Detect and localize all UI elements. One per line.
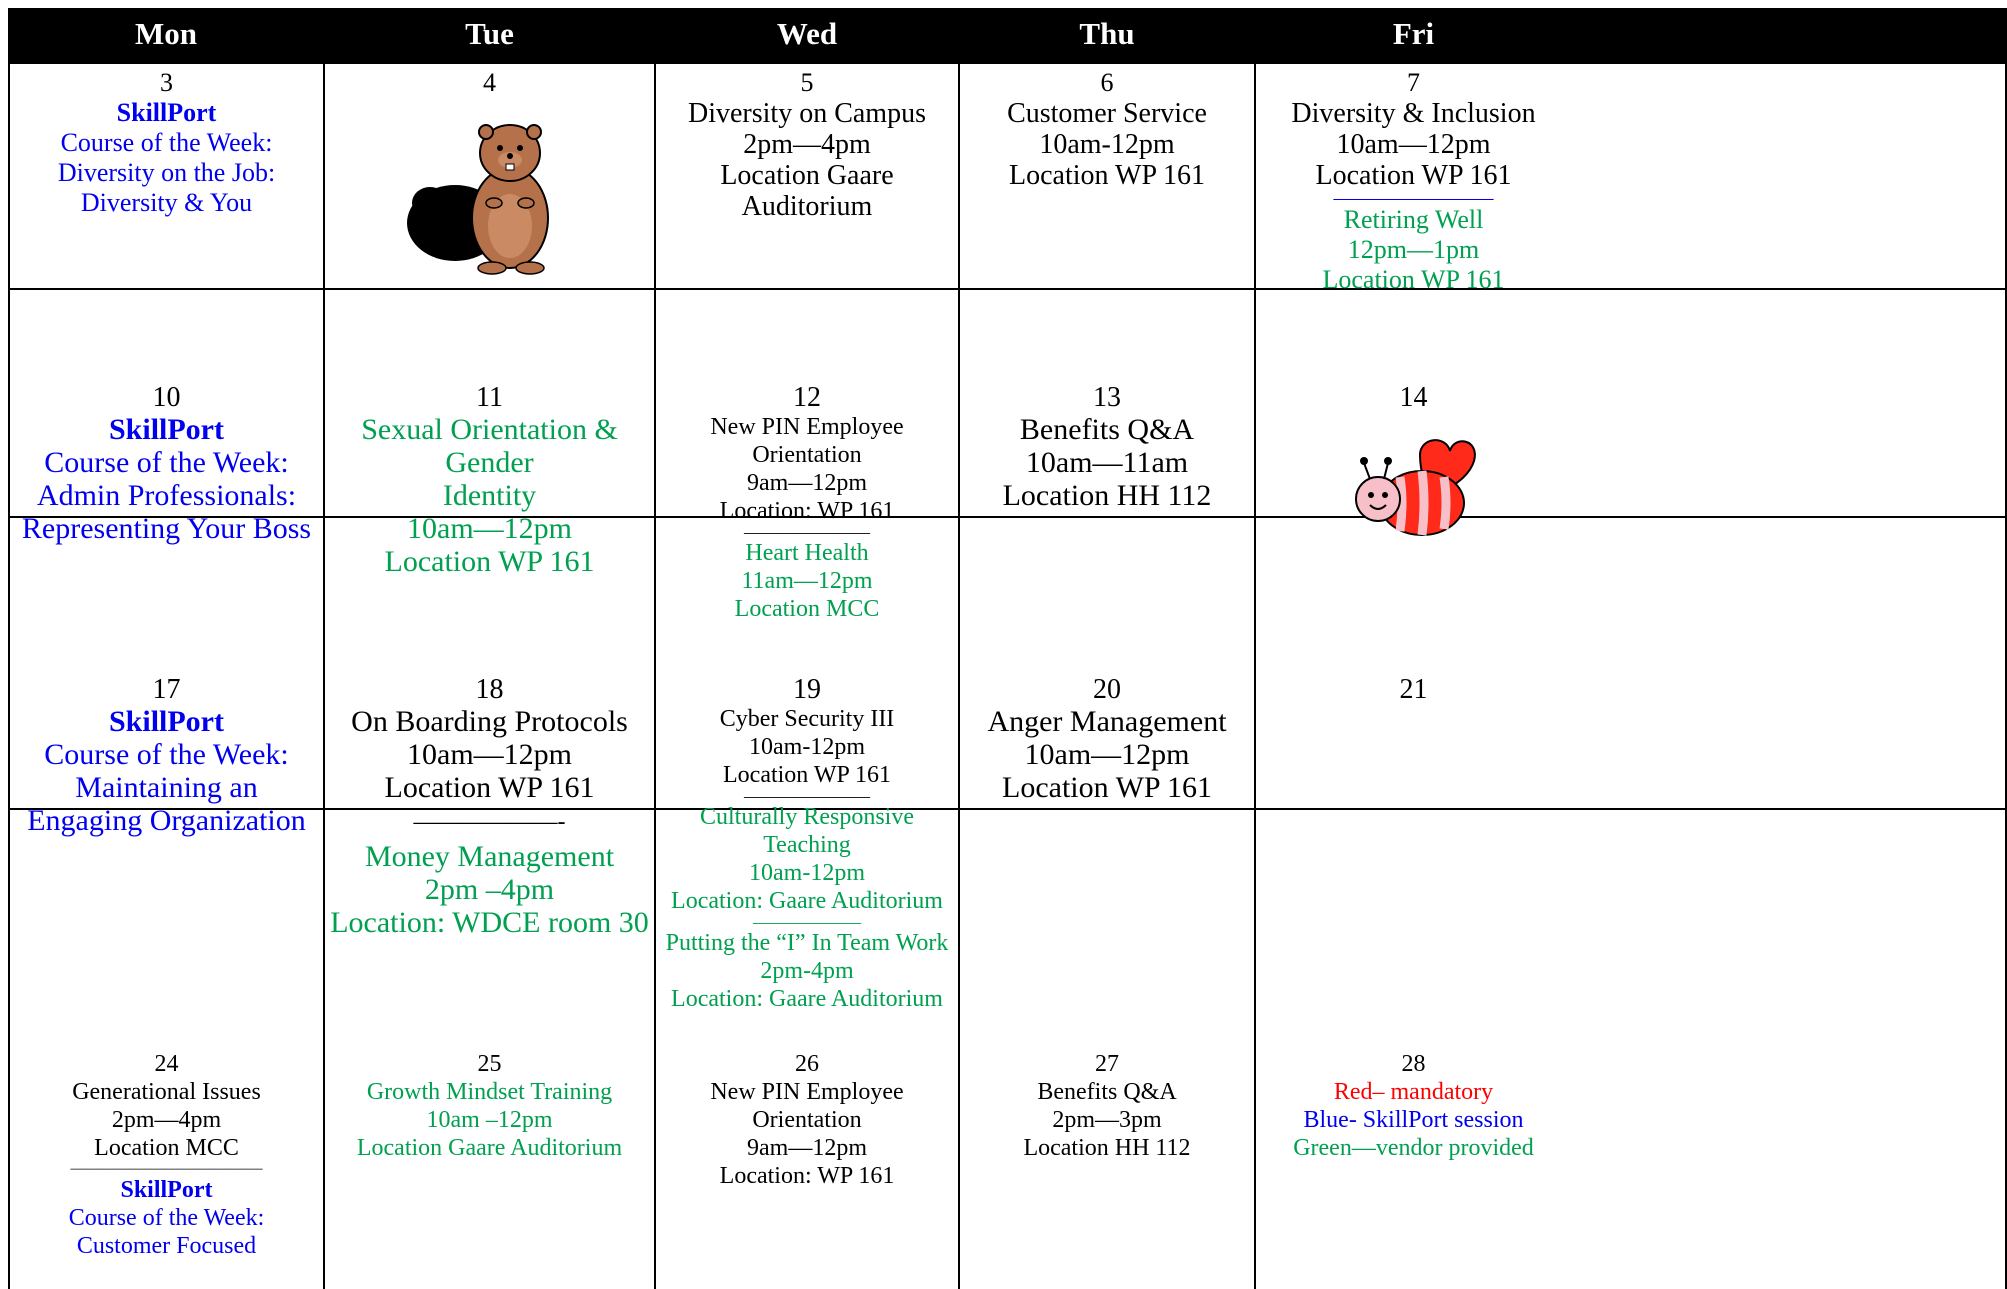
event-line: 2pm—3pm [1052,1107,1162,1133]
legend-mandatory: Red– mandatory [1333,1079,1494,1105]
groundhog-icon [325,108,654,278]
event-line: Location WP 161 [384,545,595,578]
day-cell-25[interactable] [325,1050,654,1162]
day-cell-17[interactable] [10,674,323,837]
header-tue: Tue [465,16,514,51]
weekday-header [8,8,2007,64]
event-line: 10am-12pm [749,734,865,760]
calendar [8,8,2007,1289]
event-line: Location: WP 161 [719,1163,895,1189]
event-line: Customer Focused [76,1233,257,1259]
event-line: New PIN Employee [710,1079,904,1105]
event-line: 2pm-4pm [760,958,854,984]
event-line: 10am—12pm [407,512,572,545]
day-number: 4 [483,68,496,97]
day-cell-5[interactable] [656,68,958,222]
day-number: 18 [475,674,504,705]
day-cell-11[interactable] [325,382,654,578]
event-line: Location WP 161 [1322,265,1505,294]
event-line: Location: WP 161 [719,498,895,524]
skillport-title: SkillPort [116,98,217,127]
event-line: Customer Service [1007,98,1207,129]
event-line: Course of the Week: [68,1205,265,1231]
day-number: 20 [1093,674,1121,705]
event-line: Admin Professionals: [36,479,297,512]
event-line: Location HH 112 [1023,1135,1191,1161]
event-line: Location WP 161 [1315,160,1512,191]
event-line: Course of the Week: [44,446,289,479]
event-line: 10am—11am [1025,446,1189,479]
event-line: 9am—12pm [747,1135,867,1161]
event-line: Engaging Organization [27,804,306,837]
event-line: 10am-12pm [1039,129,1175,160]
event-line: 10am-12pm [749,860,865,886]
day-number: 24 [154,1051,179,1077]
event-line: Location Gaare Auditorium [720,160,894,222]
event-line: Culturally Responsive Teaching [700,804,914,858]
event-line: Diversity on the Job: [57,158,276,187]
day-number: 14 [1399,382,1428,413]
day-cell-18[interactable] [325,674,654,939]
event-line: Location: Gaare Auditorium [671,888,943,914]
event-line: Location WP 161 [1009,160,1205,191]
divider: ——————- [413,809,566,835]
event-line: Orientation [752,1107,862,1133]
event-line: Diversity & Inclusion [1291,98,1536,129]
event-line: On Boarding Protocols [351,705,628,738]
day-number: 17 [152,674,181,705]
event-line: 10am –12pm [426,1107,553,1133]
header-fri: Fri [1392,16,1435,51]
skillport-title: SkillPort [120,1177,213,1203]
event-line: 12pm—1pm [1347,235,1480,264]
event-line: Location WP 161 [723,762,891,788]
event-line: Diversity & You [80,188,253,217]
divider: ———————— [1333,187,1494,209]
event-line: Retiring Well [1343,205,1484,234]
day-cell-21[interactable] [1256,674,1571,705]
grid-line [8,288,2007,290]
event-line: Benefits Q&A [1037,1079,1177,1105]
event-line: 10am—12pm [1336,129,1491,160]
day-cell-6[interactable] [960,68,1254,191]
day-number: 21 [1399,674,1428,705]
event-line: Anger Management [987,705,1227,738]
header-wed: Wed [776,16,838,51]
divider: ———————————— [70,1160,263,1177]
day-cell-12[interactable] [656,382,958,623]
day-cell-19[interactable] [656,674,958,1013]
event-line: Location MCC [94,1135,239,1161]
day-number: 3 [160,68,173,97]
event-line: Maintaining an [75,771,258,804]
event-line: Orientation [752,442,862,468]
day-number: 19 [793,674,821,705]
event-line: Money Management [364,840,615,873]
day-cell-14[interactable] [1256,382,1571,553]
day-cell-28[interactable] [1256,1050,1571,1162]
event-line: Course of the Week: [60,128,273,157]
event-line: Sexual Orientation & Gender [361,413,618,479]
event-line: 10am—12pm [407,738,572,771]
event-line: Course of the Week: [44,738,289,771]
day-number: 12 [793,382,821,413]
event-line: Diversity on Campus [688,98,926,129]
skillport-title: SkillPort [108,705,224,738]
day-cell-26[interactable] [656,1050,958,1190]
day-number: 13 [1093,382,1121,413]
event-line: Location Gaare Auditorium [356,1135,623,1161]
day-cell-3[interactable] [10,68,323,218]
event-line: Benefits Q&A [1019,413,1195,446]
skillport-title: SkillPort [108,413,224,446]
day-number: 28 [1401,1051,1426,1077]
legend-skillport: Blue- SkillPort session [1303,1107,1524,1133]
event-line: Heart Health [745,540,869,566]
day-number: 5 [800,68,814,97]
day-cell-27[interactable] [960,1050,1254,1162]
header-thu: Thu [1079,16,1135,51]
event-line: Cyber Security III [719,706,895,732]
event-line: 10am—12pm [1024,738,1190,771]
event-line: Location MCC [734,596,880,622]
divider: —————— [753,912,861,932]
day-number: 10 [152,382,181,413]
day-cell-7[interactable] [1256,68,1571,295]
day-number: 6 [1100,68,1114,97]
event-line: Putting the “I” In Team Work [665,930,949,956]
event-line: 2pm –4pm [424,873,555,906]
divider: ——————— [744,522,870,542]
event-line: New PIN Employee [710,414,904,440]
day-number: 25 [477,1051,502,1077]
event-line: 11am—12pm [741,568,873,594]
event-line: 2pm—4pm [743,129,871,160]
event-line: Location HH 112 [1002,479,1212,512]
event-line: 2pm—4pm [111,1107,222,1133]
event-line: Location: WDCE room 30 [330,906,649,939]
day-cell-20[interactable] [960,674,1254,804]
event-line: Growth Mindset Training [366,1079,613,1105]
legend-vendor: Green—vendor provided [1293,1135,1534,1161]
event-line: Generational Issues [72,1079,261,1105]
divider: ——————— [744,786,870,806]
event-line: Location WP 161 [1002,771,1212,804]
day-number: 7 [1407,68,1420,97]
day-number: 27 [1095,1051,1119,1077]
header-mon: Mon [135,16,197,51]
event-line: Identity [442,479,537,512]
day-cell-10[interactable] [10,382,323,545]
event-line: 9am—12pm [747,470,867,496]
day-cell-13[interactable] [960,382,1254,512]
event-line: Location WP 161 [384,771,595,804]
event-line: Representing Your Boss [21,512,312,545]
event-line: Location: Gaare Auditorium [671,986,943,1012]
valentine-bee-icon [1256,423,1571,553]
day-number: 11 [476,382,503,413]
day-cell-4[interactable] [325,68,654,278]
day-number: 26 [795,1051,819,1077]
day-cell-24[interactable] [10,1050,323,1260]
